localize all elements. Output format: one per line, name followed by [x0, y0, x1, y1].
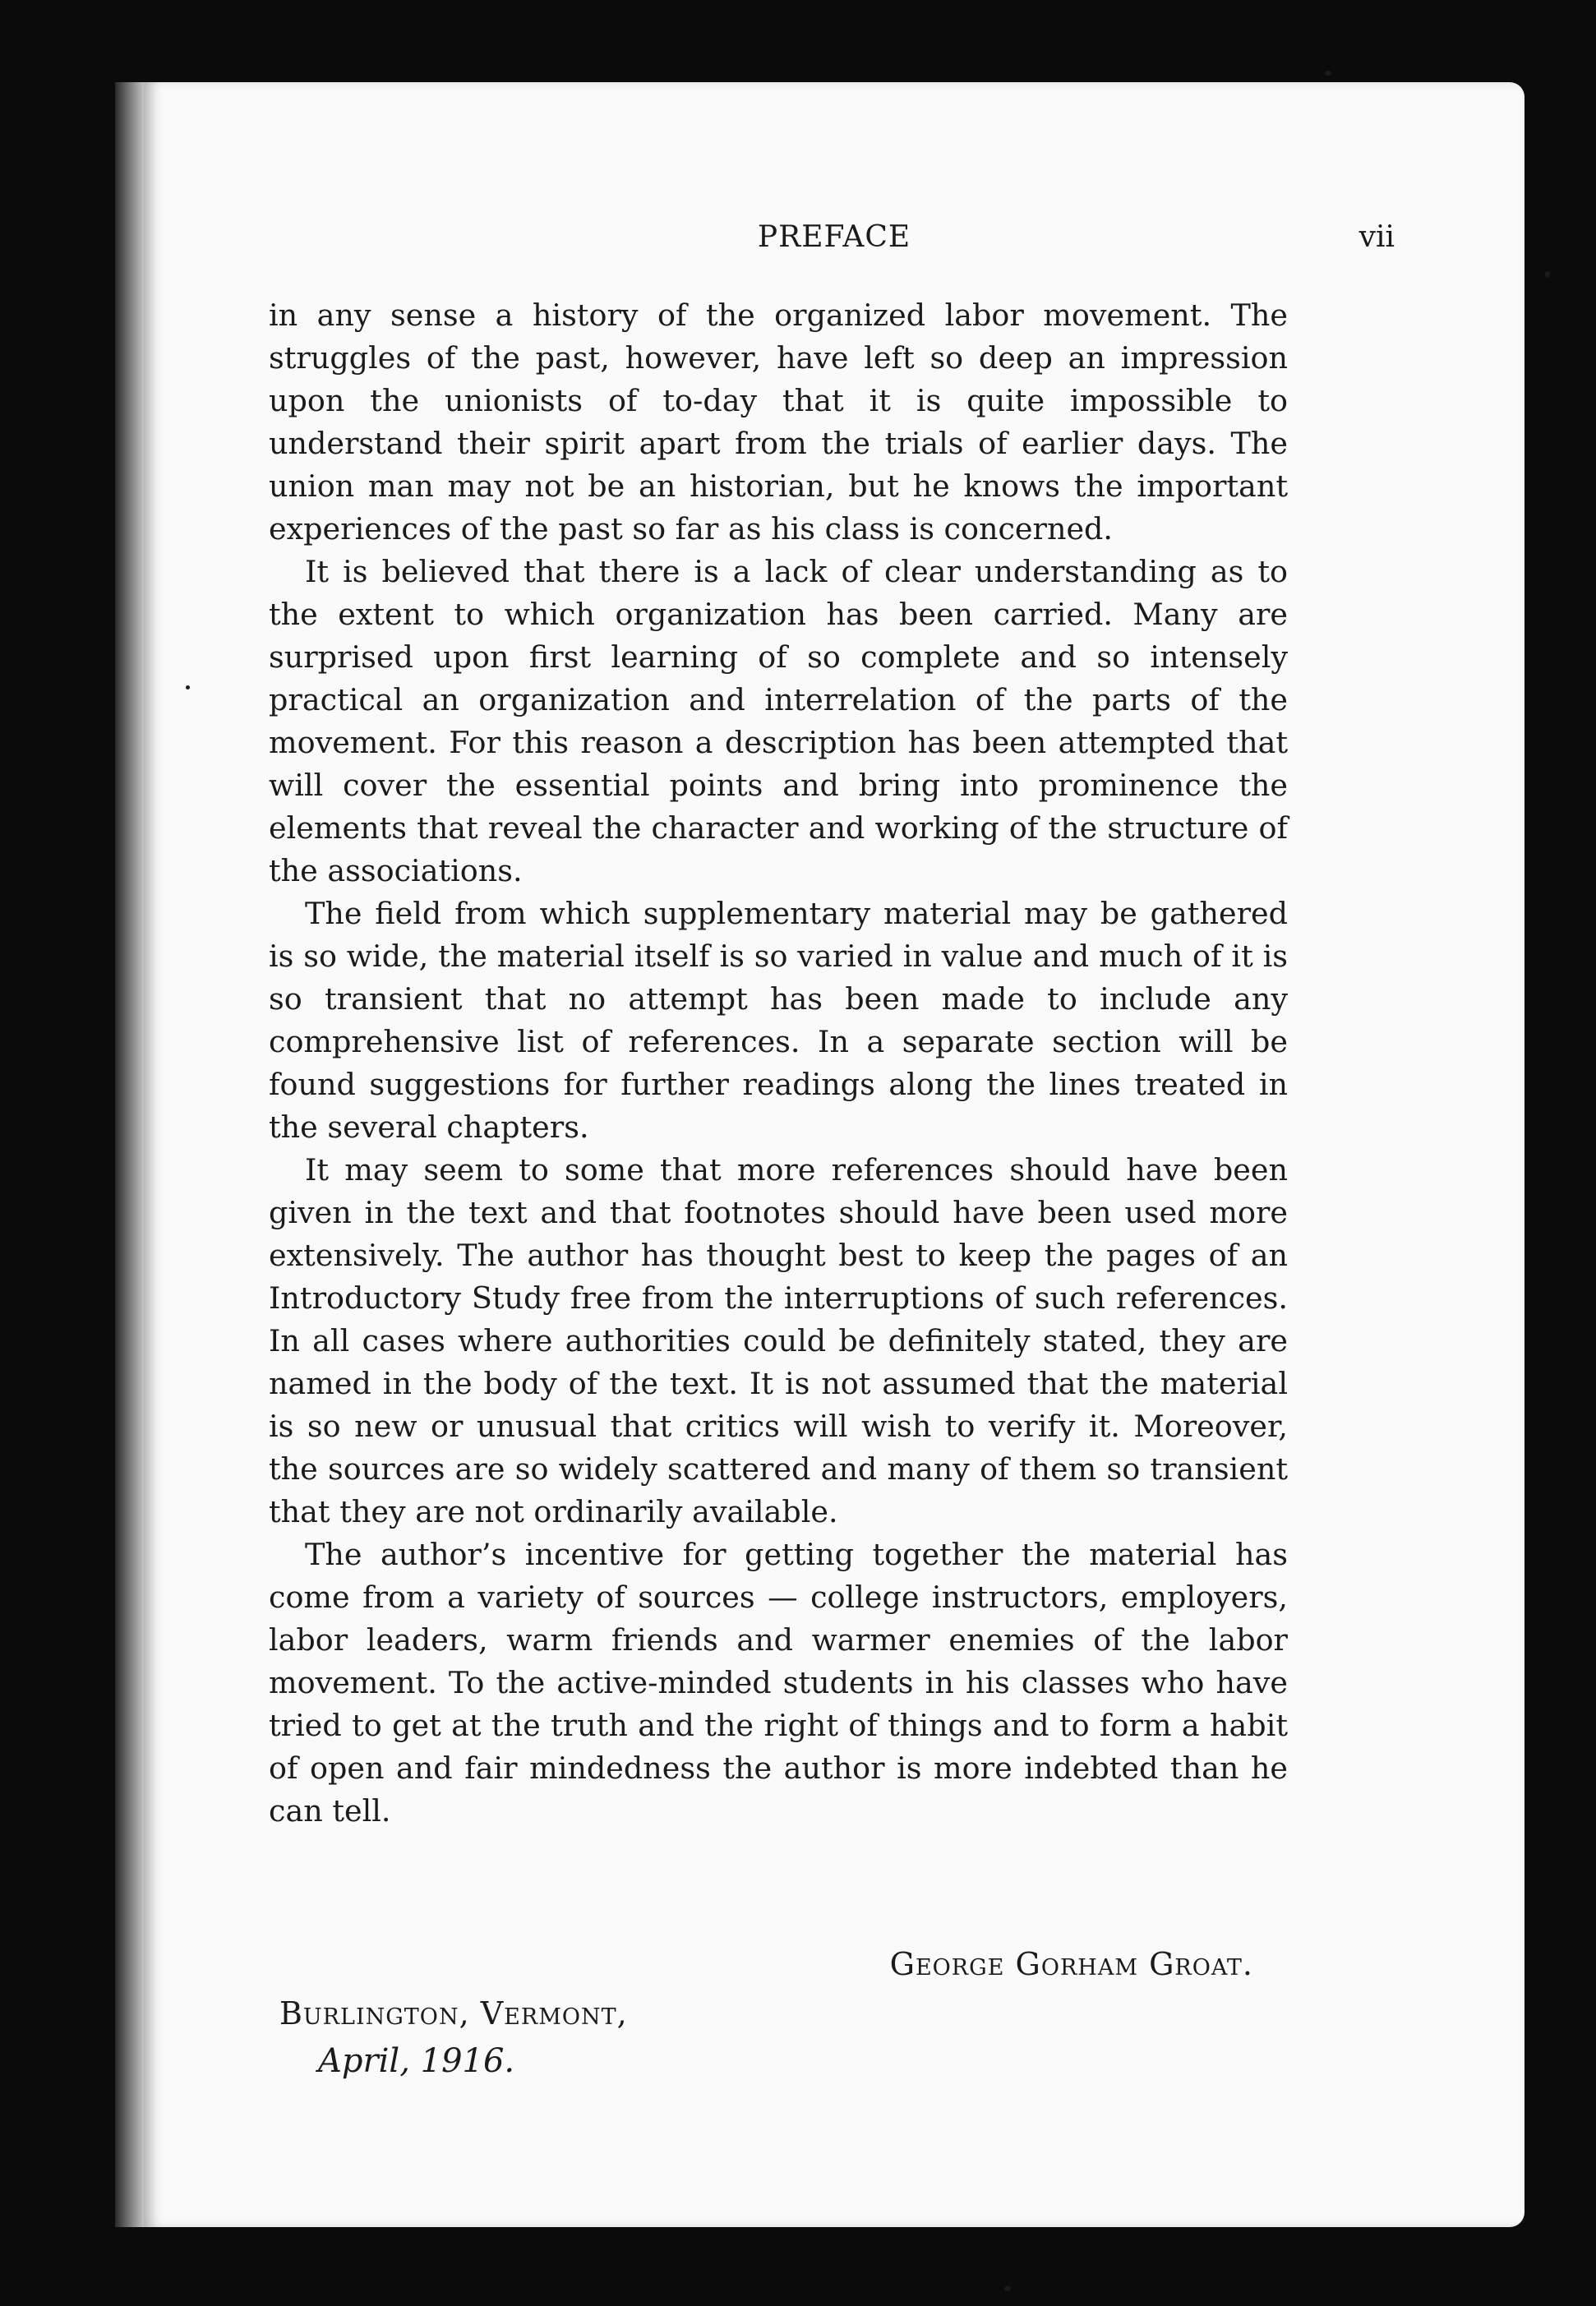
date-line: April, 1916.	[318, 2042, 515, 2080]
dust-speck	[1325, 71, 1331, 76]
paragraph: It is believed that there is a lack of clear understanding as to the extent to which organization has been carried. Many are surprised upon first learning of so complete and so intensely practical an organization and interrelation of the parts of the movement. For this reason a description has been attempted that will cover the essential points and bring into prominence the elements that reveal the character and working of the structure of the associations.	[269, 554, 1288, 888]
dust-speck	[1004, 2286, 1011, 2291]
paragraph: The field from which supplementary material may be gathered is so wide, the material itself is so varied in value and much of it is so transient that no attempt has been made to include any comprehensive list of references. In a separate section will be found suggestions for further readings along the lines treated in the several chapters.	[269, 896, 1288, 1145]
preface-body	[269, 294, 1288, 1833]
place-line: Burlington, Vermont,	[279, 1995, 628, 2032]
page-number: vii	[1358, 220, 1395, 254]
running-head: PREFACE	[757, 220, 911, 254]
dust-speck	[186, 685, 190, 689]
dust-speck	[1545, 271, 1550, 278]
paragraph: The author’s incentive for getting together the material has come from a variety of sources — college instructors, employers, labor leaders, warm friends and warmer enemies of the labor movement. To the active-minded students in his classes who have tried to get at the truth and the right of things and to form a habit of open and fair mindedness the author is more indebted than he can tell.	[269, 1537, 1288, 1829]
book-page	[144, 82, 1525, 2227]
paragraph: It may seem to some that more references should have been given in the text and that footnotes should have been used more extensively. The author has thought best to keep the pages of an Introductory Study free from the interruptions of such references. In all cases where authorities could be definitely stated, they are named in the body of the text. It is not assumed that the material is so new or unusual that critics will wish to verify it. Moreover, the sources are so widely scattered and many of them so transient that they are not ordinarily available.	[269, 1152, 1288, 1529]
author-signature: George Gorham Groat.	[889, 1946, 1253, 1982]
page-header	[267, 220, 1401, 261]
paragraph: in any sense a history of the organized labor movement. The struggles of the past, however, have left so deep an impression upon the unionists of to-day that it is quite impossible to understand their spirit apart from the trials of earlier days. The union man may not be an historian, but he knows the important experiences of the past so far as his class is concerned.	[269, 297, 1288, 547]
